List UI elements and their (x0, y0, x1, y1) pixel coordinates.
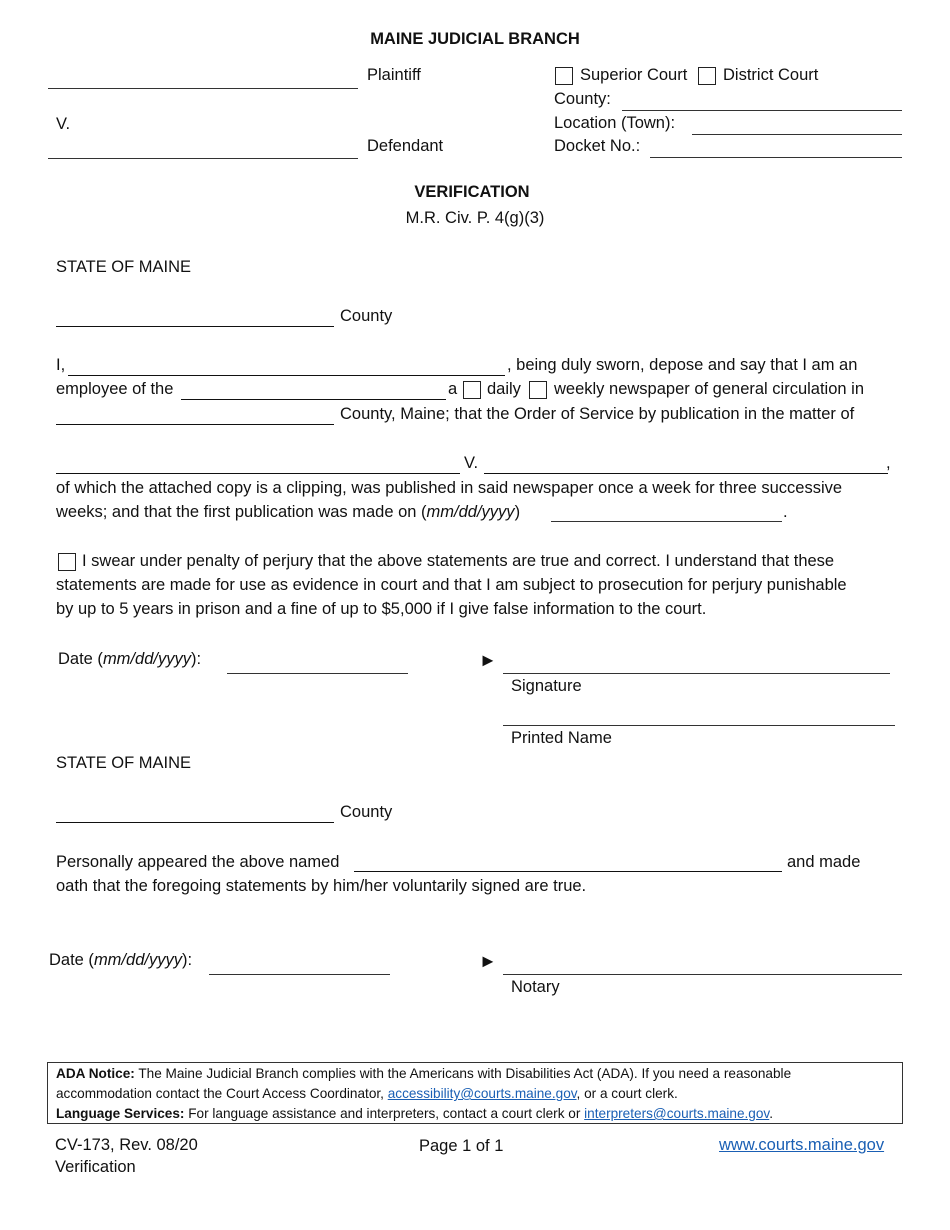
superior-court-checkbox[interactable] (555, 67, 573, 85)
ada-text-3: , or a court clerk. (576, 1086, 678, 1101)
employee-label: employee of the (56, 380, 174, 398)
weekly-checkbox[interactable] (529, 381, 547, 399)
location-label: Location (Town): (554, 114, 676, 132)
case-party2-field[interactable] (484, 473, 888, 474)
i-label: I, (56, 356, 66, 374)
docket-label: Docket No.: (554, 137, 641, 155)
versus-label: V. (56, 115, 71, 133)
language-text: For language assistance and interpreters, contact a court clerk or (184, 1106, 585, 1121)
publication-date-field[interactable] (551, 521, 782, 522)
county-maine-text: County, Maine; that the Order of Service by publication in the matter of (340, 405, 855, 423)
language-title: Language Services: (56, 1106, 185, 1121)
publication-text: weeks; and that the first publication was made on (mm/dd/yyyy) (56, 503, 521, 521)
defendant-label: Defendant (367, 137, 444, 155)
notary-label: Notary (511, 978, 560, 996)
docket-field[interactable] (650, 157, 902, 158)
accessibility-email-link[interactable]: accessibility@courts.maine.gov (387, 1086, 577, 1101)
state-label: STATE OF MAINE (56, 258, 192, 276)
notary-date-label: Date (mm/dd/yyyy): (49, 951, 193, 969)
daily-checkbox[interactable] (463, 381, 481, 399)
date-label: Date (mm/dd/yyyy): (58, 650, 202, 668)
case-party1-field[interactable] (56, 473, 460, 474)
printed-name-field[interactable] (503, 725, 895, 726)
website-link[interactable]: www.courts.maine.gov (719, 1136, 885, 1154)
sworn-text: , being duly sworn, depose and say that I am an (507, 356, 858, 374)
appeared-name-field[interactable] (354, 871, 782, 872)
ada-notice-box: ADA Notice: The Maine Judicial Branch complies with the Americans with Disabilities Act (ADA). If you need a reasonable accommodation contact the Court Access Coordinator, accessibility@courts.maine.gov, or a court clerk. Language Services: For language assistance and interpreters, contact a court clerk or interpreters@courts.maine.gov. (47, 1062, 903, 1124)
district-court-checkbox[interactable] (698, 67, 716, 85)
location-field[interactable] (692, 134, 902, 135)
district-court-label: District Court (723, 66, 819, 84)
swear-text-1: I swear under penalty of perjury that the above statements are true and correct. I understand that these (82, 552, 835, 570)
swear-text-3: by up to 5 years in prison and a fine of up to $5,000 if I give false information to the court. (56, 600, 707, 618)
daily-label: daily (487, 380, 521, 398)
notary-county-field[interactable] (56, 822, 334, 823)
arrow-icon: ► (479, 650, 497, 670)
page-number: Page 1 of 1 (419, 1137, 504, 1155)
state-label-2: STATE OF MAINE (56, 754, 192, 772)
swear-text-2: statements are made for use as evidence in court and that I am subject to prosecution for perjury punishable (56, 576, 847, 594)
ada-title: ADA Notice: (56, 1066, 135, 1081)
affiant-name-field[interactable] (68, 375, 505, 376)
printed-name-label: Printed Name (511, 729, 612, 747)
a-label: a (448, 380, 458, 398)
county-label: County: (554, 90, 611, 108)
interpreters-email-link[interactable]: interpreters@courts.maine.gov (584, 1106, 770, 1121)
county-field[interactable] (622, 110, 902, 111)
period: . (783, 503, 788, 521)
branch-title: MAINE JUDICIAL BRANCH (370, 30, 580, 48)
plaintiff-line[interactable] (48, 88, 358, 89)
ada-text: The Maine Judicial Branch complies with the Americans with Disabilities Act (ADA). If you need a reasonable (134, 1066, 792, 1081)
superior-court-label: Superior Court (580, 66, 688, 84)
clipping-text: of which the attached copy is a clipping, was published in said newspaper once a week for three successive (56, 479, 843, 497)
signature-field[interactable] (503, 673, 890, 674)
and-made-text: and made (787, 853, 861, 871)
perjury-checkbox[interactable] (58, 553, 76, 571)
county-label: County (340, 307, 393, 325)
signature-label: Signature (511, 677, 582, 695)
oath-text: oath that the foregoing statements by him/her voluntarily signed are true. (56, 877, 587, 895)
versus-label-2: V. (464, 454, 479, 472)
weekly-label: weekly newspaper of general circulation in (554, 380, 865, 398)
notary-signature-field[interactable] (503, 974, 902, 975)
ada-text-2: accommodation contact the Court Access Coordinator, (56, 1086, 388, 1101)
newspaper-name-field[interactable] (181, 399, 446, 400)
form-id: CV-173, Rev. 08/20 (55, 1136, 198, 1154)
notary-date-field[interactable] (209, 974, 390, 975)
county-label-2: County (340, 803, 393, 821)
comma: , (886, 454, 891, 472)
defendant-line[interactable] (48, 158, 358, 159)
form-name: Verification (55, 1158, 136, 1176)
rule-citation: M.R. Civ. P. 4(g)(3) (405, 209, 545, 227)
plaintiff-label: Plaintiff (367, 66, 421, 84)
county-name-field[interactable] (56, 326, 334, 327)
appeared-text: Personally appeared the above named (56, 853, 340, 871)
form-title: VERIFICATION (414, 183, 530, 201)
date-field[interactable] (227, 673, 408, 674)
arrow-icon: ► (479, 951, 497, 971)
circulation-county-field[interactable] (56, 424, 334, 425)
